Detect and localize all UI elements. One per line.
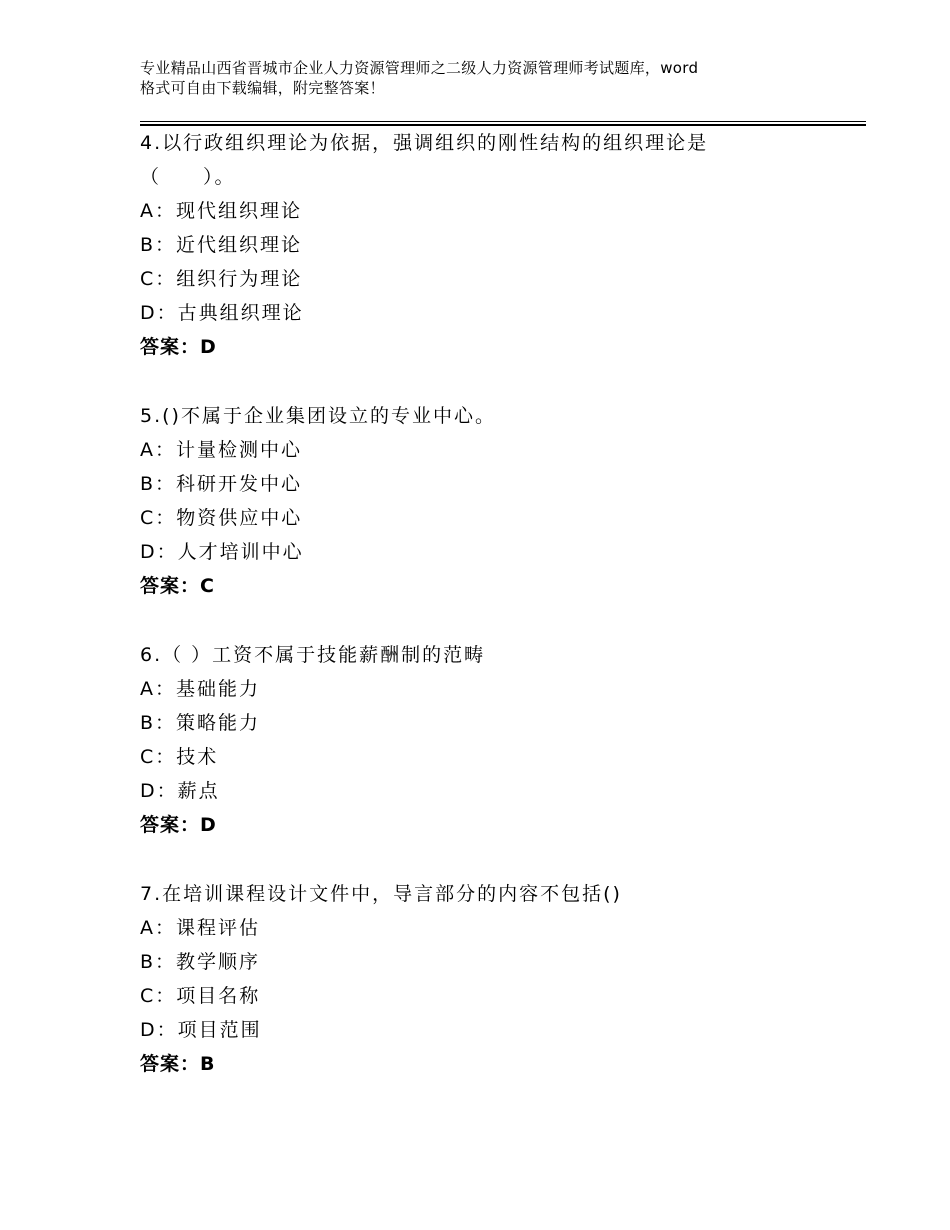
option-c: C：物资供应中心 (140, 507, 303, 529)
option-b: B：教学顺序 (140, 951, 261, 973)
option-b: B：近代组织理论 (140, 234, 303, 256)
question-stem-line: 7.在培训课程设计文件中，导言部分的内容不包括() (140, 883, 622, 905)
option-b: B：科研开发中心 (140, 473, 303, 495)
question-stem-line: 4.以行政组织理论为依据，强调组织的刚性结构的组织理论是 (140, 132, 709, 154)
header-divider-thin (140, 121, 866, 122)
option-c: C：组织行为理论 (140, 268, 303, 290)
answer-line: 答案：D (140, 814, 217, 836)
option-c: C：项目名称 (140, 985, 261, 1007)
option-a: A：现代组织理论 (140, 200, 302, 222)
option-b: B：策略能力 (140, 712, 261, 734)
answer-line: 答案：C (140, 575, 215, 597)
question-stem-line: 6.（ ）工资不属于技能薪酬制的范畴 (140, 644, 486, 666)
answer-line: 答案：D (140, 336, 217, 358)
question-6 (140, 638, 860, 842)
option-a: A：课程评估 (140, 917, 260, 939)
document-header (140, 58, 830, 98)
question-stem-line: 5.()不属于企业集团设立的专业中心。 (140, 405, 496, 427)
question-7 (140, 877, 860, 1081)
option-a: A：计量检测中心 (140, 439, 302, 461)
header-line-2: 格式可自由下载编辑，附完整答案！ (140, 79, 385, 97)
answer-line: 答案：B (140, 1053, 216, 1075)
option-d: D：古典组织理论 (140, 302, 304, 324)
option-c: C：技术 (140, 746, 219, 768)
header-line-1: 专业精品山西省晋城市企业人力资源管理师之二级人力资源管理师考试题库，word (140, 59, 699, 77)
question-stem-line: （ ）。 (140, 166, 236, 188)
option-d: D：人才培训中心 (140, 541, 304, 563)
option-a: A：基础能力 (140, 678, 260, 700)
question-4 (140, 126, 860, 364)
option-d: D：项目范围 (140, 1019, 262, 1041)
option-d: D：薪点 (140, 780, 220, 802)
question-5 (140, 399, 860, 603)
